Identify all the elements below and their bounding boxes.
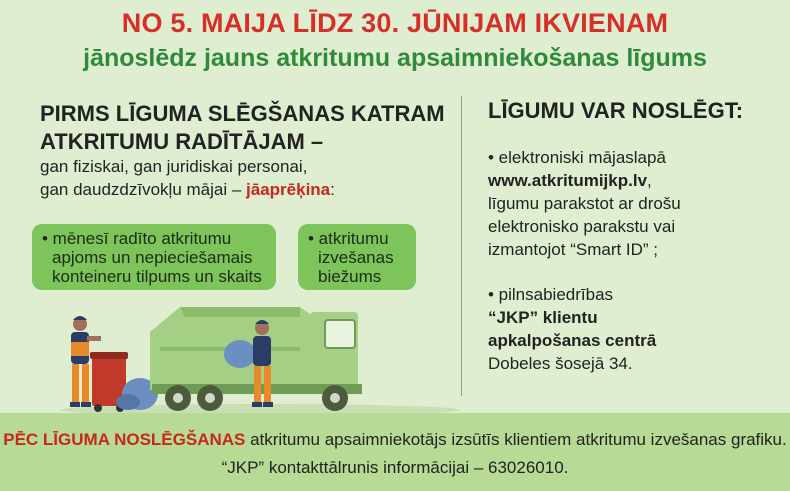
left-sub-pre: gan daudzdzīvokļu mājai –	[40, 180, 247, 199]
left-sub-bold: jāaprēķina	[246, 180, 331, 199]
footer-rest: atkritumu apsaimniekotājs izsūtīs klientiem atkritumu izvešanas grafiku.	[245, 430, 787, 449]
opt1-line1: • elektroniski mājaslapā	[488, 148, 666, 167]
headline-subtitle: jānoslēdz jauns atkritumu apsaimniekošanas līgums	[83, 44, 707, 72]
opt2-line2: “JKP” klientu	[488, 308, 598, 327]
left-sub-line1: gan fiziskai, gan juridiskai personai,	[40, 157, 308, 176]
footer-line1	[0, 430, 790, 450]
footer-contact: “JKP” kontakttālrunis informācijai – 63026010.	[221, 458, 569, 477]
option-office	[488, 283, 778, 375]
garbage-truck-illustration	[40, 292, 460, 417]
pill2-line2: izvešanas	[318, 248, 394, 267]
opt1-line4: elektronisko parakstu vai	[488, 217, 676, 236]
left-sub-post: :	[330, 180, 335, 199]
left-heading	[40, 100, 455, 156]
column-divider	[461, 96, 462, 396]
calc-item-frequency	[298, 224, 416, 290]
opt2-line4: Dobeles šosejā 34.	[488, 354, 633, 373]
calc-item-volume	[32, 224, 276, 290]
pill1-line2: apjoms un nepieciešamais	[52, 248, 253, 267]
pill2-line3: biežums	[318, 267, 382, 286]
website-link[interactable]: www.atkritumijkp.lv	[488, 171, 648, 190]
right-heading: LĪGUMU VAR NOSLĒGT:	[488, 98, 744, 123]
left-subtext	[40, 155, 440, 201]
opt2-line3: apkalpošanas centrā	[488, 331, 657, 350]
footer-band	[0, 413, 790, 491]
footer-bold: PĒC LĪGUMA NOSLĒGŠANAS	[3, 430, 246, 449]
opt2-line1: • pilnsabiedrības	[488, 285, 614, 304]
left-sub-line2	[40, 178, 440, 201]
option-online	[488, 146, 778, 261]
opt1-link-row	[488, 169, 778, 192]
opt1-line3: līgumu parakstot ar drošu	[488, 194, 681, 213]
opt1-link-post: ,	[647, 171, 652, 190]
pill1-line3: konteineru tilpums un skaits	[52, 267, 262, 286]
left-heading-line1: PIRMS LĪGUMA SLĒGŠANAS KATRAM	[40, 101, 445, 126]
opt1-line5: izmantojot “Smart ID” ;	[488, 240, 659, 259]
left-heading-line2: ATKRITUMU RADĪTĀJAM –	[40, 129, 324, 154]
pill2-line1: • atkritumu	[308, 229, 389, 248]
pill1-line1: • mēnesī radīto atkritumu	[42, 229, 232, 248]
headline-date: NO 5. MAIJA LĪDZ 30. JŪNIJAM IKVIENAM	[121, 8, 669, 38]
